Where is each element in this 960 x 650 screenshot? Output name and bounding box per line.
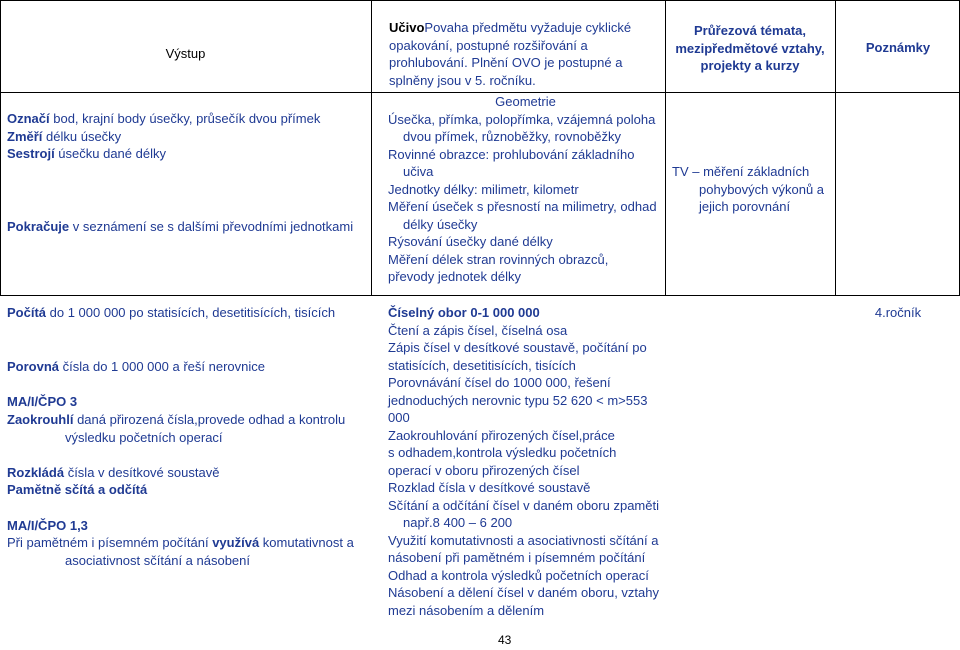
row1-content: Geometrie Úsečka, přímka, polopřímka, vzájemná poloha dvou přímek, různoběžky, rovnoběžky Rovinné obrazce: prohlubování základního učiva Jednotky délky: milimetr, kilometr Měření úseček s přesností na milimetry, odhad délky úsečky Rýsování úsečky dané délky Měření délek stran rovinných obrazců, převody jednotek délky <box>388 93 663 286</box>
row2-output-ma1: MA/I/ČPO 3 <box>7 394 78 409</box>
row2-output-pametne: Pamětně sčítá a odčítá <box>7 482 148 497</box>
header-ucivo: UčivoPovaha předmětu vyžaduje cyklické opakování, postupné rozšiřování a prohlubování. Plnění OVO je postupné a splněny jsou v 5. ročníku. <box>389 20 632 88</box>
row2-content: Číselný obor 0-1 000 000 Čtení a zápis čísel, číselná osa Zápis čísel v desítkové soustavě, počítání po statisících, desetitisících, tisících Porovnávání čísel do 1000 000, řešení jednoduchých nerovnic typu 52 620 < m>553 000 Zaokrouhlování přirozených čísel,práce s odhadem,kontrola výsledku početních operací v oboru přirozených čísel Rozklad čísla v desítkové soustavě Sčítání a odčítání čísel v daném oboru zpaměti např.8 400 – 6 200 Využití komutativnosti a asociativnosti sčítání a násobení při pamětném i písemném počítání Odhad a kontrola výsledků početních operací Násobení a dělení čísel v daném oboru, vztahy mezi násobením a dělením <box>388 304 663 619</box>
grid-line <box>0 295 960 296</box>
row2-content-title: Číselný obor 0-1 000 000 <box>388 305 540 320</box>
row1-temata: TV – měření základních pohybových výkonů a jejich porovnání <box>672 164 825 214</box>
row2-output-rozklada: Rozkládá čísla v desítkové soustavě <box>7 465 220 480</box>
row2-output-porovna: Porovná čísla do 1 000 000 a řeší nerovnice <box>7 359 265 374</box>
page-number: 43 <box>498 633 512 647</box>
row2-output-ma2: MA/I/ČPO 1,3 <box>7 518 88 533</box>
row2-poznamky: 4.ročník <box>874 305 922 320</box>
header-ucivo-label: Učivo <box>389 20 425 35</box>
row2-output-pocita: Počítá do 1 000 000 po statisících, desetitisících, tisících <box>7 305 336 320</box>
grid-line <box>0 0 960 1</box>
grid-line <box>371 0 372 296</box>
row2-output-pri: Při pamětném i písemném počítání využívá komutativnost a asociativnost sčítání a násobení <box>7 535 354 568</box>
header-temata: Průřezová témata, mezipředmětové vztahy, projekty a kurzy <box>675 23 825 73</box>
header-poznamky: Poznámky <box>865 40 931 55</box>
row2-output-zaokrouhli: Zaokrouhlí daná přirozená čísla,provede odhad a kontrolu výsledku početních operací <box>7 412 346 445</box>
header-vystup: Výstup <box>165 46 206 61</box>
row1-outputs: Označí bod, krajní body úsečky, průsečík dvou přímek Změří délku úsečky Sestrojí úsečku dané délky <box>7 111 321 161</box>
row1-output-pokracuje: Pokračuje v seznámení se s dalšími převodními jednotkami <box>7 219 354 234</box>
row1-content-title: Geometrie <box>495 94 556 109</box>
